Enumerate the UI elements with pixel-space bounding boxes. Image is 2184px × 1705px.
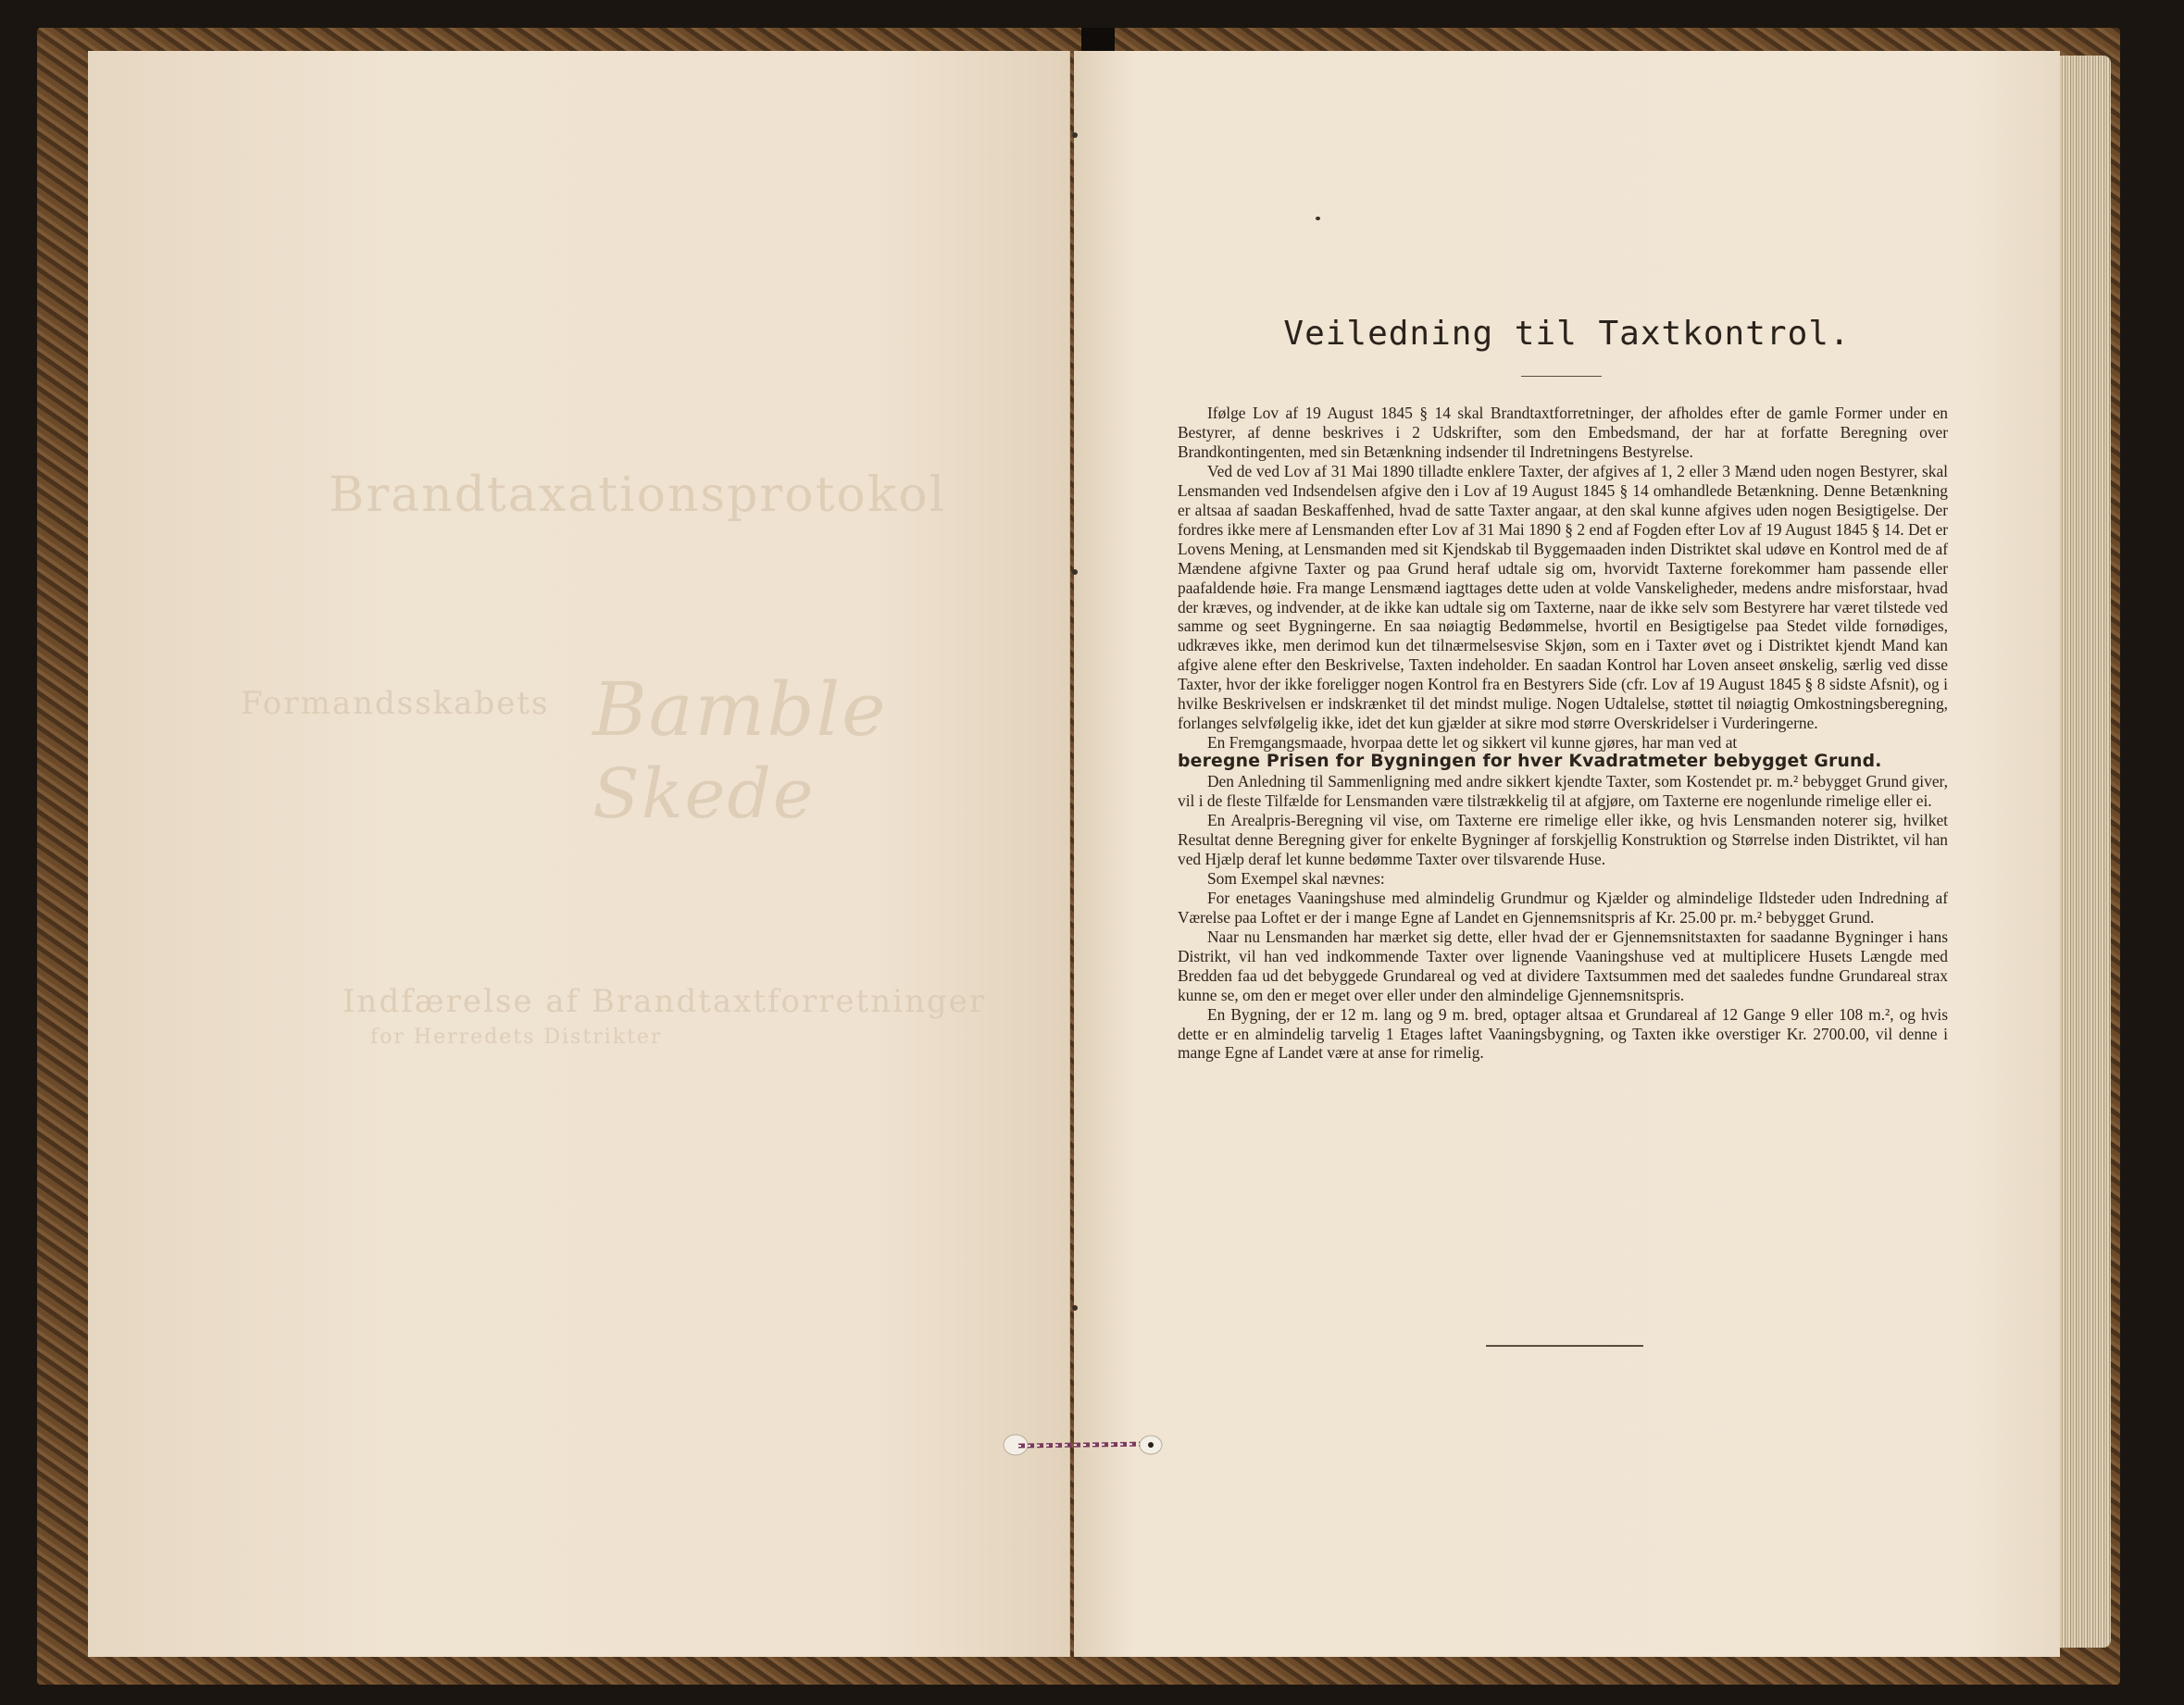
ghost-text-line: Bamble <box>593 666 888 753</box>
binding-hole <box>1072 132 1078 138</box>
paragraph: En Fremgangsmaade, hvorpaa dette let og sikkert vil kunne gjøres, har man ved at <box>1207 733 1738 753</box>
paragraph: Som Exempel skal nævnes: <box>1207 868 1385 888</box>
paragraph: En Arealpris-Beregning vil vise, om Taxterne ere rimelige eller ikke, og hvis Lensmanden noterer sig, hvilket Resultat denne Beregning giver for enkelte Bygninger af forskjellig Konstruktion og Størrelse inden Distriktet, vil han ved Hjælp deraf let kunne bedømme Taxter over tilsvarende Huse. <box>1178 811 1948 868</box>
paragraph: For enetages Vaaningshuse med almindelig Grundmur og Kjælder og almindelige Ildsteder uden Indredning af Værelse paa Loftet er der i mange Egne af Landet en Gjennemsnitspris af Kr. 25.00 pr. m.² bebygget Grund. <box>1178 888 1948 927</box>
ghost-text-line: Skede <box>593 754 816 834</box>
ghost-text-line: Formandsskabets <box>241 685 550 722</box>
end-rule <box>1486 1345 1643 1347</box>
ghost-text-line: for Herredets Distrikter <box>370 1026 663 1049</box>
emphasis-line: beregne Prisen for Bygningen for hver Kvadratmeter bebygget Grund. <box>1178 752 1882 772</box>
binding-thread <box>1000 1433 1167 1461</box>
binding-hole <box>1072 1305 1078 1311</box>
paragraph: Den Anledning til Sammenligning med andre sikkert kjendte Taxter, som Kostendet pr. m.² bebygget Grund giver, vil i de fleste Tilfælde for Lensmanden være tilstrækkelig til at afgjøre, om Taxterne ere nogenlunde rimelige eller ei. <box>1178 772 1948 811</box>
page-edges <box>2060 56 2111 1648</box>
ghost-text-line: Brandtaxationsprotokol <box>329 467 947 523</box>
left-page <box>88 51 1070 1657</box>
ink-speck <box>1316 217 1320 220</box>
paragraph: Ifølge Lov af 19 August 1845 § 14 skal Brandtaxtforretninger, der afholdes efter de gamle Former under en Bestyrer, af denne beskrives i 2 Udskrifter, som den Embedsmand, der har at forfatte Beregning over Brandkontingenten, med sin Betænkning indsender til Indretningens Bestyrelse. <box>1178 404 1948 461</box>
paragraph: En Bygning, der er 12 m. lang og 9 m. bred, optager altsaa et Grundareal af 12 Gange 9 eller 108 m.², og hvis dette er en almindelig tarvelig 1 Etages laftet Vaaningsbygning, og Taxten ikke overstiger Kr. 2700.00, vil denne i mange Egne af Landet være at anse for rimelig. <box>1178 1004 1948 1063</box>
page-title: Veiledning til Taxtkontrol. <box>1283 315 1851 353</box>
body-text <box>1178 404 1948 1063</box>
title-rule <box>1521 376 1602 377</box>
paragraph: Ved de ved Lov af 31 Mai 1890 tilladte enklere Taxter, der afgives af 1, 2 eller 3 Mænd uden nogen Bestyrer, skal Lensmanden ved Indsendelsen afgive den i Lov af 19 August 1845 § 14 omhandlede Betænkning. Denne Betænkning er altsaa af saadan Beskaffenhed, hvad de satte Taxter angaar, at den skal kunne afgives uden nogen Besigtigelse. Der fordres ikke mere af Lensmanden efter Lov af 31 Mai 1890 § 2 end af Fogden efter Lov af 19 August 1845 § 14. Det er Lovens Mening, at Lensmanden med sit Kjendskab til Byggemaaden inden Distriktet skal udøve en Kontrol med de af Mændene afgivne Taxter og paa Grund heraf udtale sig om, hvorvidt Taxterne forekommer ham passende eller paafaldende høie. Fra mange Lensmænd iagttages dette uden at volde Vanskeligheder, medens andre misforstaar, hvad der kræves, og indvender, at de ikke kan udtale sig om Taxterne, naar de ikke selv som Bestyrere har været tilstede ved samme og seet Bygningerne. En saa nøiagtig Bedømmelse, hvortil en Besigtigelse paa Stedet vilde fornødiges, udkræves ikke, men derimod kun det tilnærmelsesvise Skjøn, som en i Taxter øvet og i Distriktet kjendt Mand kan afgive alene efter den Beskrivelse, Taxten indeholder. En saadan Kontrol har Loven anseet ønskelig, særlig ved disse Taxter, hvor der ikke foreligger nogen Kontrol fra en Bestyrers Side (cfr. Lov af 19 August 1845 § 8 sidste Afsnit), og i hvilke Beskrivelsen er indskrænket til det mindst mulige. Nogen Udtalelse, støttet til nøiagtig Omkostningsberegning, forlanges selvfølgelig ikke, idet det kun gjælder at sikre mod større Overskridelser i Vurderingerne. <box>1178 461 1948 733</box>
paragraph: Naar nu Lensmanden har mærket sig dette, eller hvad der er Gjennemsnitstaxten for saadanne Bygninger i hans Distrikt, vil han ved indkommende Taxter over lignende Vaaningshuse ved at multiplicere Husets Længde med Bredden faa ud det bebyggede Grundareal og ved at dividere Taxtsummen med det saaledes fundne Grundareal strax kunne se, om den er meget over eller under den almindelige Gjennemsnitspris. <box>1178 927 1948 1004</box>
ghost-text-line: Indfærelse af Brandtaxtforretninger <box>343 983 987 1020</box>
binding-hole <box>1072 569 1078 575</box>
